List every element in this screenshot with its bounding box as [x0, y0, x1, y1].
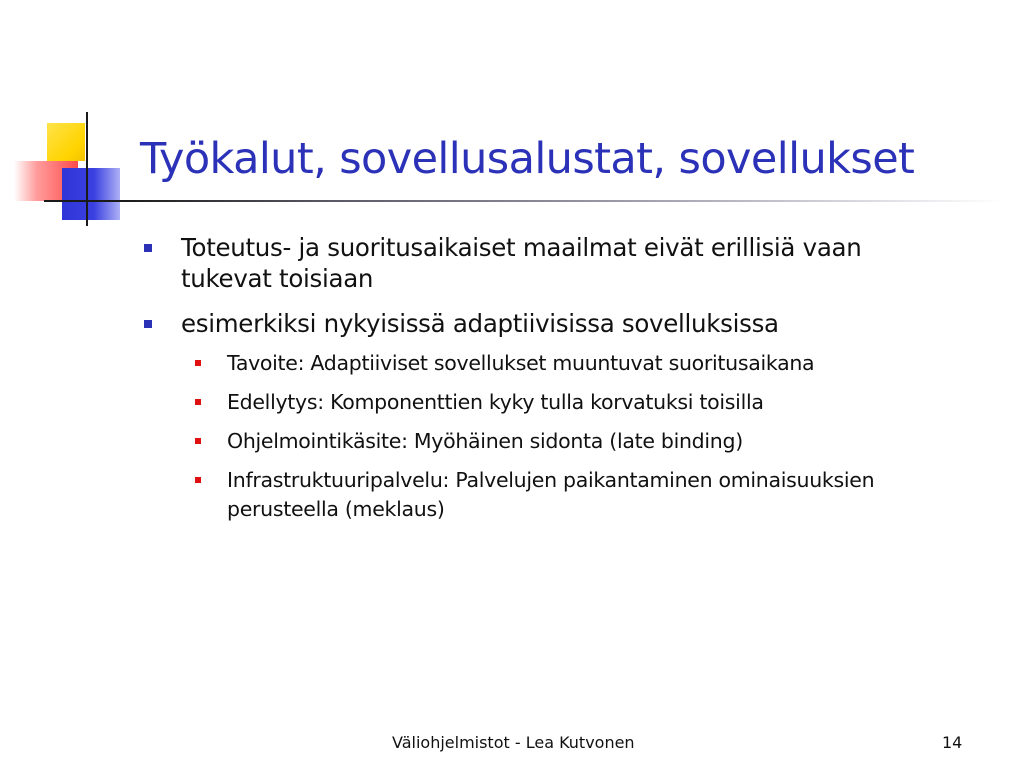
sub-bullet-text: Edellytys: Komponenttien kyky tulla korvatuksi toisilla [227, 390, 764, 414]
vertical-rule [86, 112, 88, 226]
sub-bullet-item [140, 427, 880, 456]
square-sub-bullet-icon [195, 399, 201, 405]
bullet-item [140, 308, 880, 524]
slide-title: Työkalut, sovellusalustat, sovellukset [140, 134, 915, 184]
square-bullet-icon [144, 244, 152, 252]
square-sub-bullet-icon [195, 477, 201, 483]
sub-bullet-text: Infrastruktuuripalvelu: Palvelujen paikantaminen ominaisuuksien perusteella (meklaus) [227, 468, 875, 521]
sub-bullet-text: Ohjelmointikäsite: Myöhäinen sidonta (late binding) [227, 429, 743, 453]
square-sub-bullet-icon [195, 438, 201, 444]
slide-logo-decoration [0, 0, 160, 240]
yellow-square-decoration [47, 123, 85, 161]
sub-bullet-item [140, 388, 880, 417]
footer-author: Väliohjelmistot - Lea Kutvonen [392, 733, 635, 752]
bullet-item [140, 232, 880, 294]
sub-bullet-text: Tavoite: Adaptiiviset sovellukset muuntuvat suoritusaikana [227, 351, 815, 375]
square-bullet-icon [144, 320, 152, 328]
blue-square-decoration [62, 168, 120, 220]
square-sub-bullet-icon [195, 360, 201, 366]
bullet-list [140, 232, 880, 538]
sub-bullet-item [140, 466, 880, 524]
title-underline [44, 200, 1004, 202]
bullet-text: esimerkiksi nykyisissä adaptiivisissa sovelluksissa [181, 309, 779, 338]
sub-bullet-item [140, 349, 880, 378]
sub-bullet-list [181, 349, 880, 524]
bullet-text: Toteutus- ja suoritusaikaiset maailmat eivät erillisiä vaan tukevat toisiaan [181, 233, 862, 293]
page-number: 14 [942, 733, 963, 752]
